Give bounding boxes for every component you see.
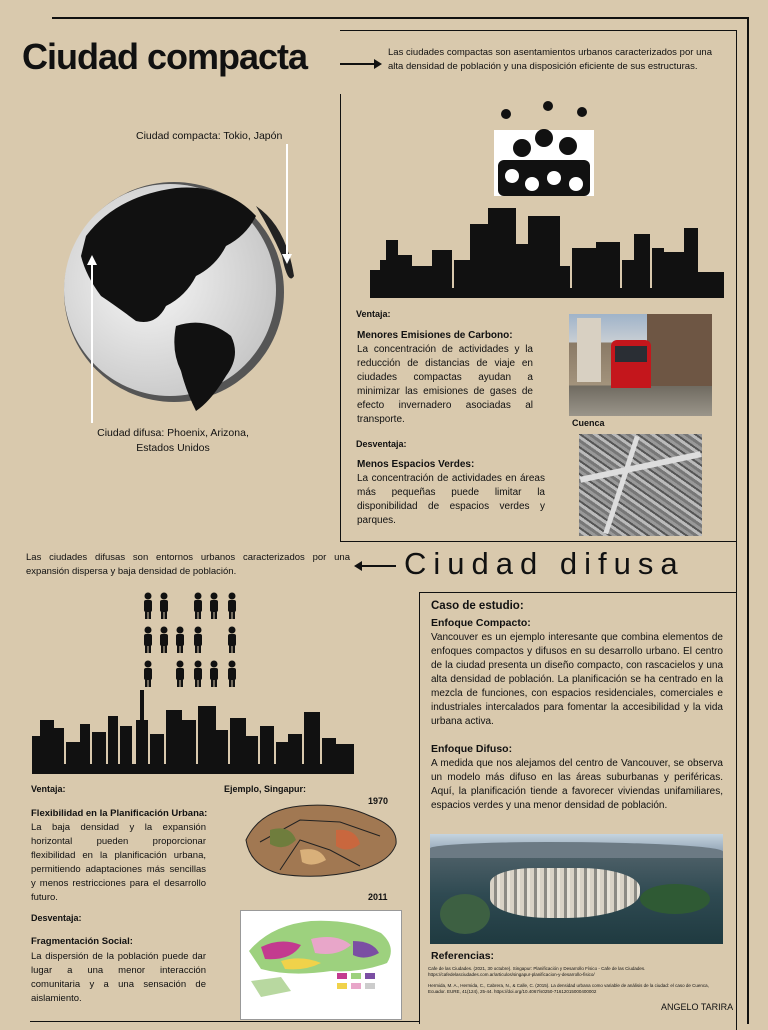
diffuse-advantage-title: Flexibilidad en la Planificación Urbana:	[31, 808, 208, 819]
cuenca-tram-photo	[569, 314, 712, 416]
reference-1: Cafe de las Ciudades. (2021, 30 octubre). Singapur: Planificación y Desarrollo Físico - Cafe de las Ciudades. https://cafedelasciudades.com.ar/articulos/singapur-planificacion-y-desarrollo-fisico/	[428, 966, 646, 977]
compact-disadvantage-text: La concentración de actividades en áreas más pequeñas puede limitar la disponibilidad de espacios verdes y parques.	[357, 473, 545, 526]
compact-skyline	[370, 200, 724, 298]
compact-disadvantage-title: Menos Espacios Verdes:	[357, 459, 475, 470]
compact-box-bottom	[340, 541, 737, 542]
arrow-left-icon	[354, 560, 396, 572]
compact-box-left	[340, 94, 341, 542]
reference-2: Hermida, M. A., Hermida, C., Cabrera, N., & Calle, C. (2015). La densidad urbana como variable de análisis de la ciudad: el caso de Cuenca, Ecuador. EURE, 41(124), 25-44. https://doi.org/10.4067/s0250-71612015000400002	[428, 983, 709, 994]
arrow-right-icon	[340, 58, 382, 70]
cuenca-caption: Cuenca	[572, 418, 605, 428]
case-diffuse-text: A medida que nos alejamos del centro de Vancouver, se observa un modelo más difuso en las áreas suburbanas y periféricas. Aquí, la planificación tiende a favorecer viviendas unifamiliares, espacios verdes y una menor densidad de población.	[431, 758, 723, 811]
diffuse-skyline	[32, 690, 354, 774]
compact-disadvantage-heading: Desventaja:	[356, 439, 407, 449]
author-name: ANGELO TARIRA	[661, 1002, 734, 1012]
diffuse-disadvantage-heading: Desventaja:	[31, 913, 82, 923]
compact-title: Ciudad compacta	[22, 36, 308, 77]
aerial-city-photo	[579, 434, 702, 536]
frame-top	[52, 17, 749, 19]
frame-inner-top	[340, 30, 737, 31]
bottom-line	[30, 1021, 420, 1022]
singapore-map-1970	[240, 800, 402, 882]
diffuse-title: Ciudad difusa	[404, 546, 685, 581]
diffuse-advantage-text: La baja densidad y la expansión horizontal pueden proporcionar flexibilidad en la planificación urbana, permitiendo adaptaciones más sencillas y menos restricciones para el desarrollo futuro.	[31, 822, 206, 903]
compact-advantage-text: La concentración de actividades y la reducción de distancias de viaje en ciudades compactas ayudan a minimizar las emisiones de gases de efecto invernadero asociadas al transporte.	[357, 344, 533, 425]
frame-inner-right	[736, 30, 737, 1030]
diffuse-disadvantage-title: Fragmentación Social:	[31, 936, 133, 947]
frame-right	[747, 17, 749, 1024]
crowd-icon	[492, 100, 596, 198]
diffuse-definition: Las ciudades difusas son entornos urbanos caracterizados por una expansión dispersa y baja densidad de población.	[26, 552, 350, 577]
vancouver-aerial-photo	[430, 834, 723, 944]
arrow-down-icon	[281, 144, 293, 264]
people-icon-grid	[140, 590, 244, 690]
case-compact-text: Vancouver es un ejemplo interesante que combina elementos de enfoques compactos y difusos en su desarrollo urbano. El centro de la ciudad presenta un diseño compacto, con rascacielos y una alta densidad de población. La planificación se ha centrado en la mezcla de funciones, con espacios residenciales, comerciales e industriales intercalados para fomentar la accesibilidad y la vida urbana activa.	[431, 632, 723, 727]
singapore-map-2011	[240, 910, 402, 1020]
compact-advantage-title: Menores Emisiones de Carbono:	[357, 330, 513, 341]
case-diffuse-title: Enfoque Difuso:	[431, 743, 513, 755]
globe-bottom-label: Ciudad difusa: Phoenix, Arizona, Estados Unidos	[97, 427, 249, 454]
case-box-left	[419, 592, 420, 1024]
diffuse-advantage-heading: Ventaja:	[31, 784, 66, 794]
case-study-heading: Caso de estudio:	[431, 600, 524, 612]
year-1970-label: 1970	[368, 796, 389, 806]
globe-top-label: Ciudad compacta: Tokio, Japón	[136, 130, 283, 142]
year-2011-label: 2011	[368, 892, 388, 902]
case-box-top	[419, 592, 737, 593]
compact-definition: Las ciudades compactas son asentamientos urbanos caracterizados por una alta densidad de población y una disposición eficiente de sus estructuras.	[388, 47, 712, 72]
singapore-example-label: Ejemplo, Singapur:	[224, 784, 307, 794]
references-heading: Referencias:	[431, 950, 495, 962]
arrow-up-icon	[86, 255, 98, 423]
diffuse-disadvantage-text: La dispersión de la población puede dar lugar a una menor interacción comunitaria y a una sensación de aislamiento.	[31, 951, 206, 1004]
case-compact-title: Enfoque Compacto:	[431, 617, 531, 629]
compact-advantage-heading: Ventaja:	[356, 309, 391, 319]
